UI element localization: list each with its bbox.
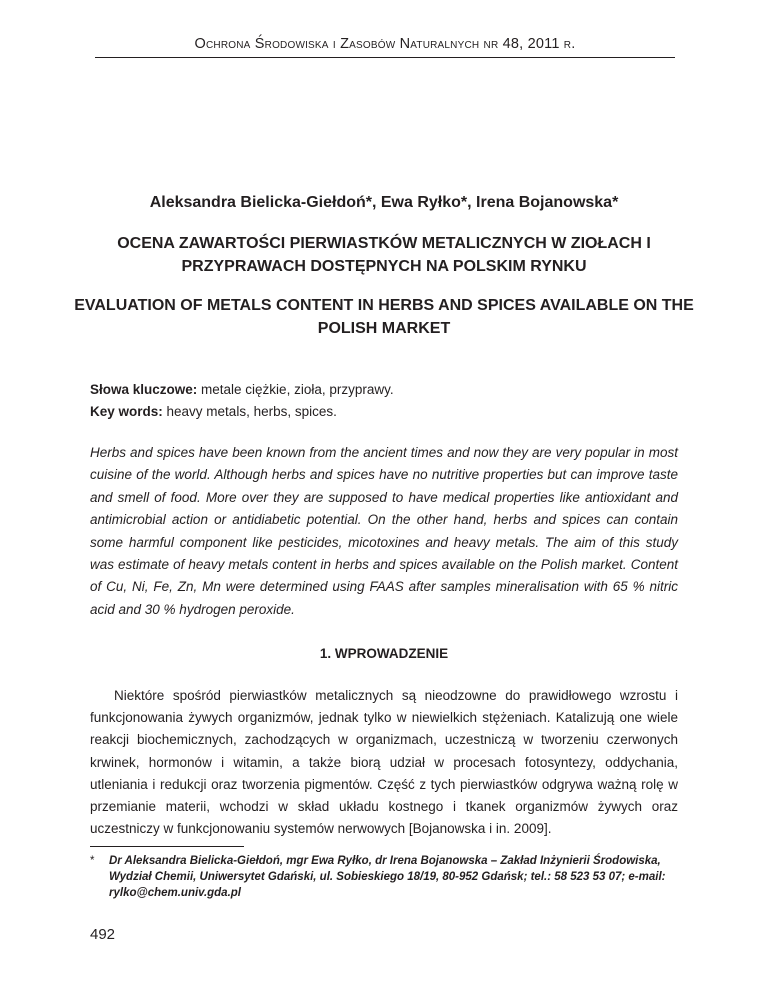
footnote-divider [90, 846, 244, 847]
keywords-english-label: Key words: [90, 404, 163, 419]
keywords-polish [90, 382, 394, 397]
page-number: 492 [90, 926, 116, 943]
header-divider [95, 57, 675, 58]
footnote [90, 853, 678, 901]
footnote-mark: * [90, 855, 95, 867]
abstract: Herbs and spices have been known from the ancient times and now they are very popular in most cuisine of the world. Although herbs and spices have no nutritive properties but can improve taste and smell of food. More over they are supposed to have medical properties like antioxidant and antimicrobial action or antidiabetic potential. On the other hand, herbs and spices can contain some harmful component like pesticides, micotoxines and heavy metals. The aim of this study was estimate of heavy metals content in herbs and spices available on the Polish market. Content of Cu, Ni, Fe, Zn, Mn were determined using FAAS after samples mineralisation with 65 % nitric acid and 30 % hydrogen peroxide. [90, 445, 678, 617]
keywords-polish-label: Słowa kluczowe: [90, 382, 198, 397]
authors: Aleksandra Bielicka-Giełdoń*, Ewa Ryłko*, Irena Bojanowska* [149, 194, 619, 211]
body-paragraph: Niektóre spośród pierwiastków metalicznych są nieodzowne do prawidłowego wzrostu i funkcjonowania żywych organizmów, jednak tylko w niewielkich stężeniach. Katalizują one wiele reakcji biochemicznych, zachodzących w organizmach, uczestniczą w tworzeniu czerwonych krwinek, hormonów i witamin, a także biorą udział w procesach fotosyntezy, oddychania, utleniania i redukcji oraz tworzenia pigmentów. Część z tych pierwiastków odgrywa ważną rolę w przemianie materii, wchodzi w skład układu kostnego i tkanek organizmów żywych oraz uczestniczy w funkcjonowaniu systemów nerwowych [Bojanowska i in. 2009]. [90, 688, 678, 837]
footnote-text: Dr Aleksandra Bielicka-Giełdoń, mgr Ewa Ryłko, dr Irena Bojanowska – Zakład Inżynierii Środowiska, Wydział Chemii, Uniwersytet Gdański, ul. Sobieskiego 18/19, 80-952 Gdańsk; tel.: 58 523 53 07; e-mail: rylko@chem.univ.gda.pl [109, 855, 666, 899]
section-heading: 1. WPROWADZENIE [319, 646, 449, 661]
keywords-english-value: heavy metals, herbs, spices. [162, 404, 337, 419]
title-english: EVALUATION OF METALS CONTENT IN HERBS AND SPICES AVAILABLE ON THE POLISH MARKET [74, 297, 694, 337]
keywords-english [90, 404, 337, 419]
title-polish: OCENA ZAWARTOŚCI PIERWIASTKÓW METALICZNYCH W ZIOŁACH I PRZYPRAWACH DOSTĘPNYCH NA POLSKIM RYNKU [117, 235, 651, 275]
running-header: Ochrona Środowiska i Zasobów Naturalnych nr 48, 2011 r. [194, 36, 576, 52]
keywords-polish-value: metale ciężkie, zioła, przyprawy. [197, 382, 394, 397]
